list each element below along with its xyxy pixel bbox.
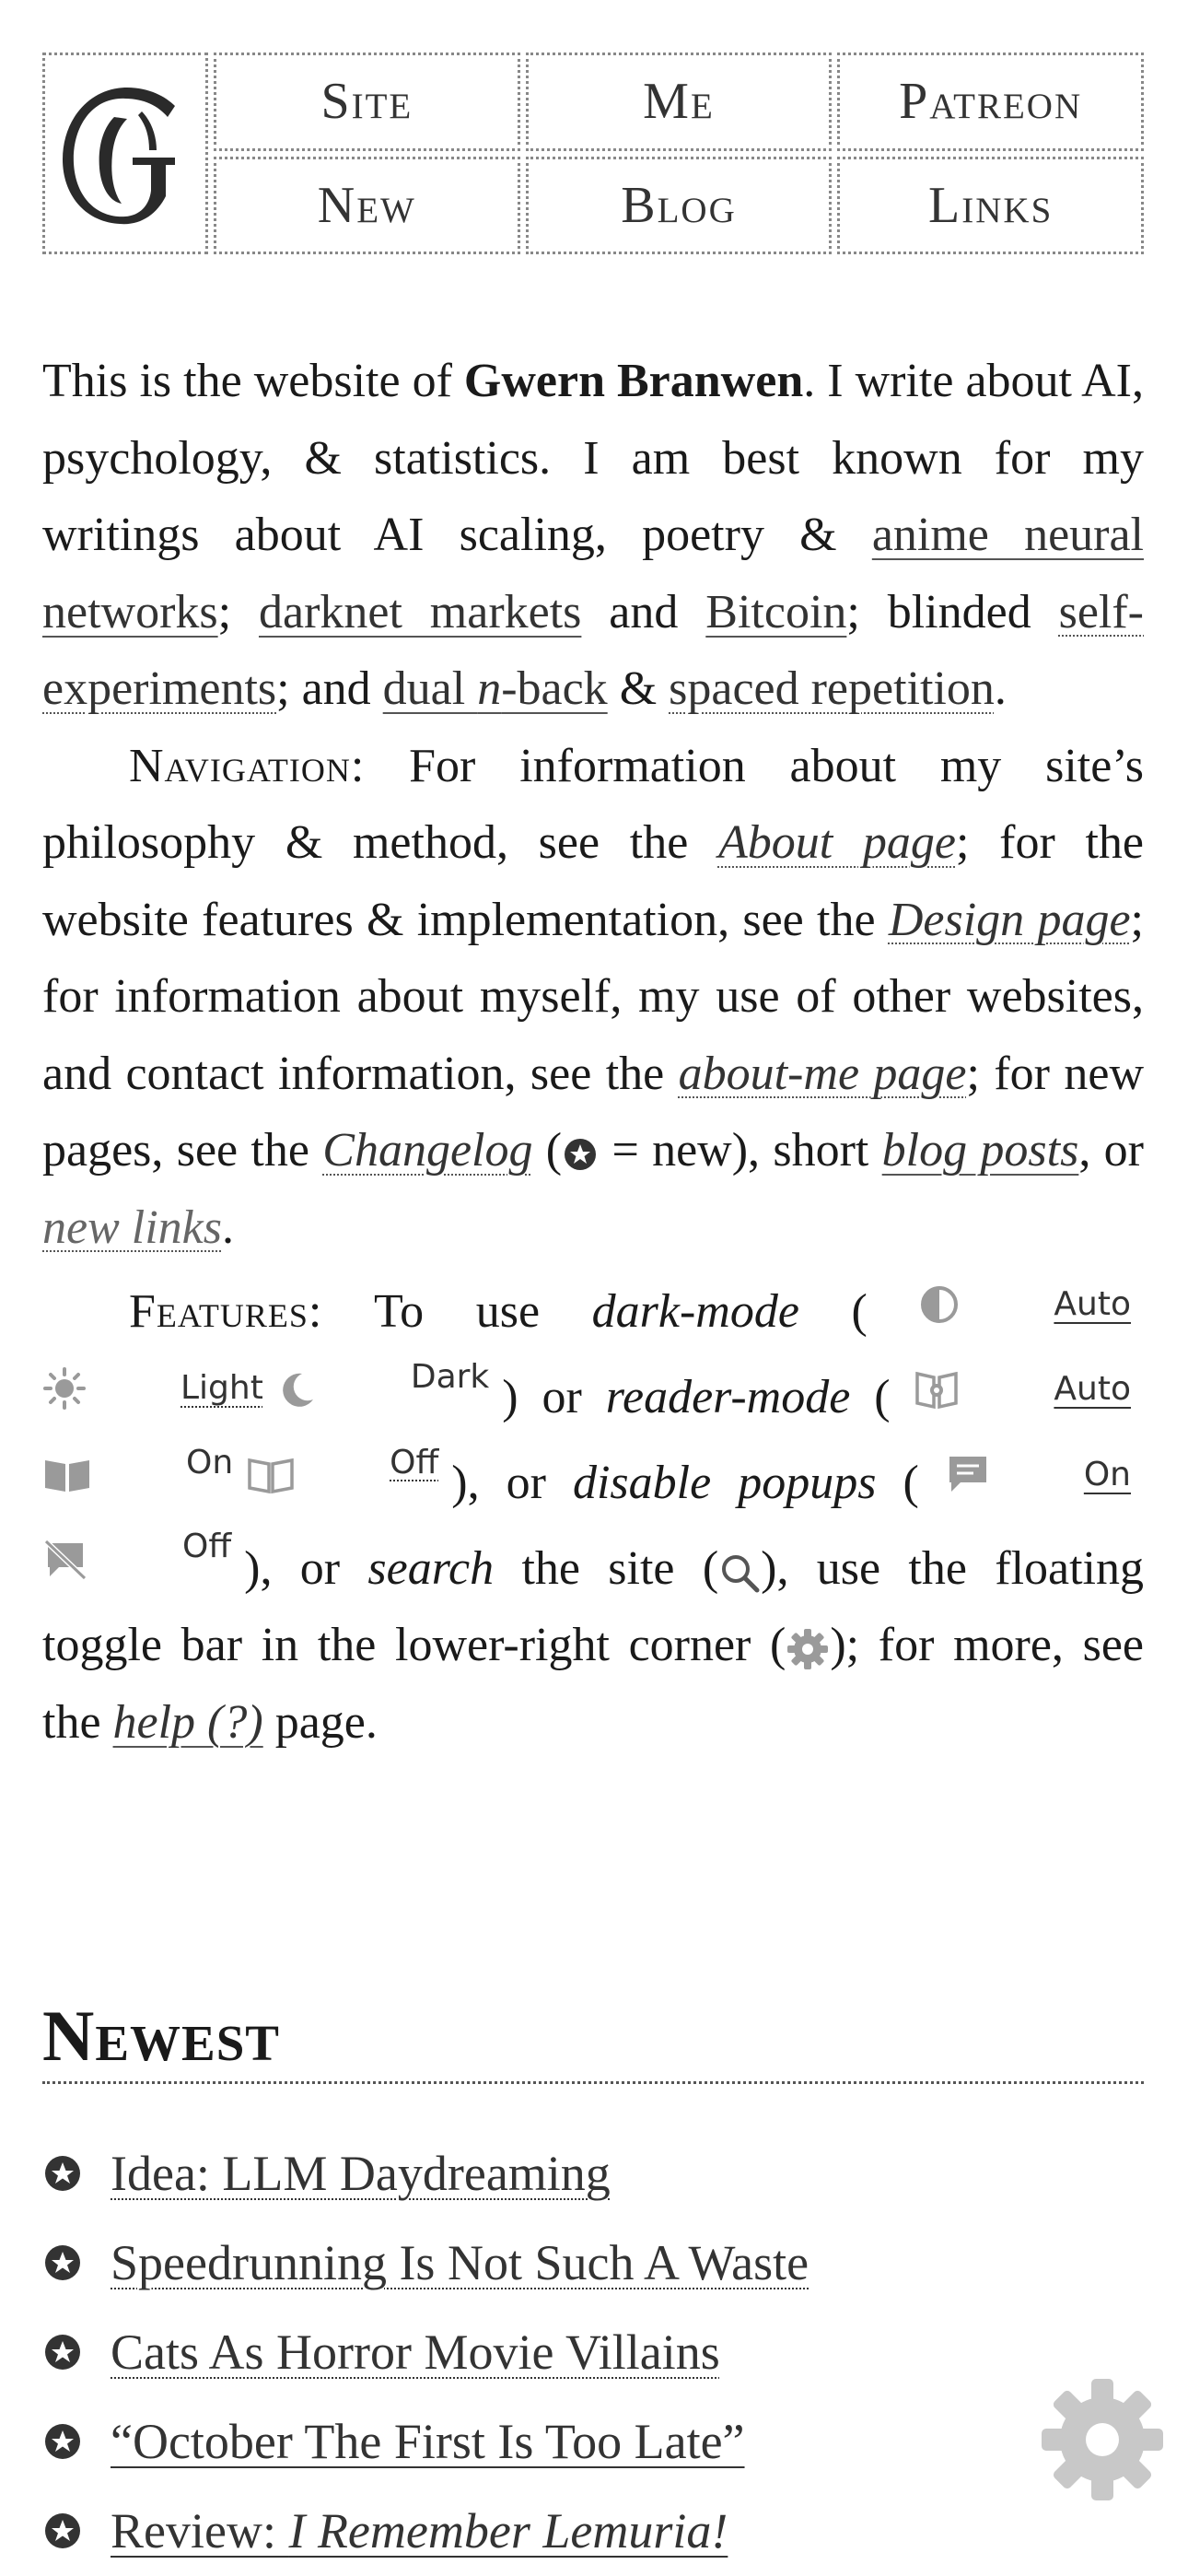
logo-g-icon (61, 80, 190, 228)
site-logo[interactable] (42, 53, 208, 254)
text: ; (217, 585, 259, 638)
new-star-icon (42, 2242, 83, 2283)
text: For information about my site’s philosophy & method, see the (42, 739, 1144, 869)
toggle-label: Dark (410, 1358, 490, 1397)
list-item (42, 2234, 809, 2291)
author-name: Gwern Branwen (463, 355, 804, 407)
new-star-icon (42, 2511, 83, 2551)
text: . I write about AI, psychology, & statistics. I am best known for my writings about AI scaling, poetry & (42, 355, 1144, 561)
new-star-icon (42, 2421, 83, 2462)
site-header (42, 53, 1144, 254)
nav-links-link[interactable]: Links (837, 157, 1144, 255)
newest-item-link[interactable] (111, 2502, 728, 2559)
newest-item-link[interactable]: Speedrunning Is Not Such A Waste (111, 2235, 809, 2290)
changelog-link[interactable]: Changelog (322, 1124, 533, 1177)
self-experiments-link[interactable]: self-experiments (42, 585, 1144, 715)
reader-mode-auto-toggle[interactable] (914, 1351, 1131, 1428)
reader-mode-on-toggle[interactable] (42, 1437, 233, 1515)
text: ; for new pages, see the (42, 1047, 1145, 1177)
link-text: dual (382, 662, 478, 715)
about-page-link[interactable]: About page (717, 816, 956, 869)
message-slash-icon (42, 1538, 88, 1582)
toggle-label: Off (390, 1443, 439, 1481)
message-icon (946, 1453, 990, 1495)
nav-site-link[interactable]: Site (214, 53, 520, 151)
list-item (42, 2502, 728, 2559)
features-heading: Features: (129, 1284, 323, 1338)
navigation-paragraph (42, 728, 1144, 1267)
moon-icon (276, 1370, 317, 1411)
text: ( (850, 1371, 891, 1423)
nav-patreon-link[interactable]: Patreon (837, 53, 1144, 151)
link-text-italic: n (477, 662, 502, 715)
link-text-italic: I Remember Lemuria! (288, 2503, 728, 2558)
text: This is the website of (42, 355, 464, 407)
new-star-icon (42, 2332, 83, 2372)
search-term: search (367, 1541, 495, 1595)
text: . (994, 662, 1007, 715)
dark-mode-term: dark-mode (591, 1284, 799, 1338)
dark-mode-auto-toggle[interactable] (919, 1266, 1131, 1343)
darknet-markets-link[interactable]: darknet markets (258, 585, 582, 638)
text: ) or (502, 1371, 606, 1423)
popups-on-toggle[interactable] (946, 1436, 1131, 1514)
intro-section (42, 343, 1144, 1761)
features-paragraph (42, 1266, 1144, 1761)
reader-mode-off-toggle[interactable] (246, 1437, 438, 1515)
new-star-icon (562, 1136, 599, 1173)
text: ), or (451, 1456, 573, 1509)
toggle-label: Auto (1054, 1370, 1131, 1409)
book-gear-icon (914, 1368, 960, 1411)
sun-icon (42, 1366, 87, 1411)
text: . (221, 1200, 234, 1254)
anime-neural-networks-link[interactable]: anime neural networks (42, 509, 1144, 638)
spaced-repetition-link[interactable]: spaced repetition (669, 662, 995, 715)
navigation-heading: Navigation: (129, 739, 366, 792)
text: & (607, 662, 670, 715)
popups-off-toggle[interactable] (42, 1521, 231, 1598)
text: , or (1078, 1124, 1144, 1177)
reader-mode-term: reader-mode (605, 1371, 851, 1423)
text: ), or (244, 1541, 368, 1595)
text: = new), short (599, 1124, 882, 1177)
newest-item-link[interactable]: Cats As Horror Movie Villains (111, 2324, 720, 2380)
text: ; blinded (846, 585, 1059, 638)
text: ), use the floating toggle bar in the lower-right corner ( (42, 1541, 1144, 1671)
intro-paragraph (42, 343, 1144, 728)
newest-heading: Newest (42, 1995, 1144, 2084)
link-text: Review: (111, 2503, 289, 2558)
text: and (581, 585, 706, 638)
list-item (42, 2145, 611, 2202)
nav-new-link[interactable]: New (214, 157, 520, 255)
design-page-link[interactable]: Design page (888, 893, 1131, 946)
text: ; for the website features & implementation, see the (42, 816, 1144, 946)
text: page. (262, 1695, 378, 1749)
bitcoin-link[interactable]: Bitcoin (705, 585, 847, 638)
text: ( (798, 1284, 868, 1338)
nav-me-link[interactable]: Me (526, 53, 833, 151)
text: ( (532, 1124, 563, 1177)
newest-item-link[interactable]: Idea: LLM Daydreaming (111, 2146, 611, 2201)
list-item (42, 2324, 720, 2381)
toggle-label: Auto (1054, 1285, 1132, 1323)
book-open-filled-icon (42, 1455, 92, 1495)
blog-posts-link[interactable]: blog posts (881, 1124, 1079, 1177)
toggle-label: On (1083, 1455, 1131, 1493)
gear-icon (786, 1627, 830, 1671)
about-me-page-link[interactable]: about-me page (678, 1047, 967, 1100)
search-icon[interactable] (718, 1551, 761, 1594)
text: ; for information about myself, my use of other websites, and contact information, see the (42, 893, 1144, 1100)
newest-item-link[interactable]: “October The First Is Too Late” (111, 2414, 745, 2469)
link-text: -back (501, 662, 608, 715)
book-open-outline-icon (246, 1455, 296, 1495)
floating-settings-gear-icon[interactable] (1038, 2375, 1167, 2504)
text: ( (876, 1456, 919, 1509)
text: ; and (276, 662, 383, 715)
text: ); for more, see the (42, 1619, 1145, 1749)
newest-section (42, 1995, 1144, 2084)
new-links-link[interactable]: new links (42, 1200, 222, 1254)
toggle-label: On (186, 1443, 234, 1481)
text: the site ( (494, 1541, 719, 1595)
half-circle-icon (919, 1284, 960, 1325)
nav-blog-link[interactable]: Blog (526, 157, 833, 255)
new-star-icon (42, 2153, 83, 2194)
nav-grid (214, 53, 1144, 254)
text: To use (322, 1284, 592, 1338)
help-link[interactable]: help (?) (112, 1695, 263, 1749)
dual-n-back-link[interactable] (383, 662, 608, 715)
dark-mode-light-toggle[interactable] (42, 1350, 263, 1427)
toggle-label: Light (181, 1369, 263, 1408)
list-item (42, 2413, 745, 2470)
toggle-label: Off (182, 1527, 232, 1565)
dark-mode-dark-toggle[interactable] (276, 1352, 489, 1429)
disable-popups-term: disable popups (572, 1456, 877, 1509)
